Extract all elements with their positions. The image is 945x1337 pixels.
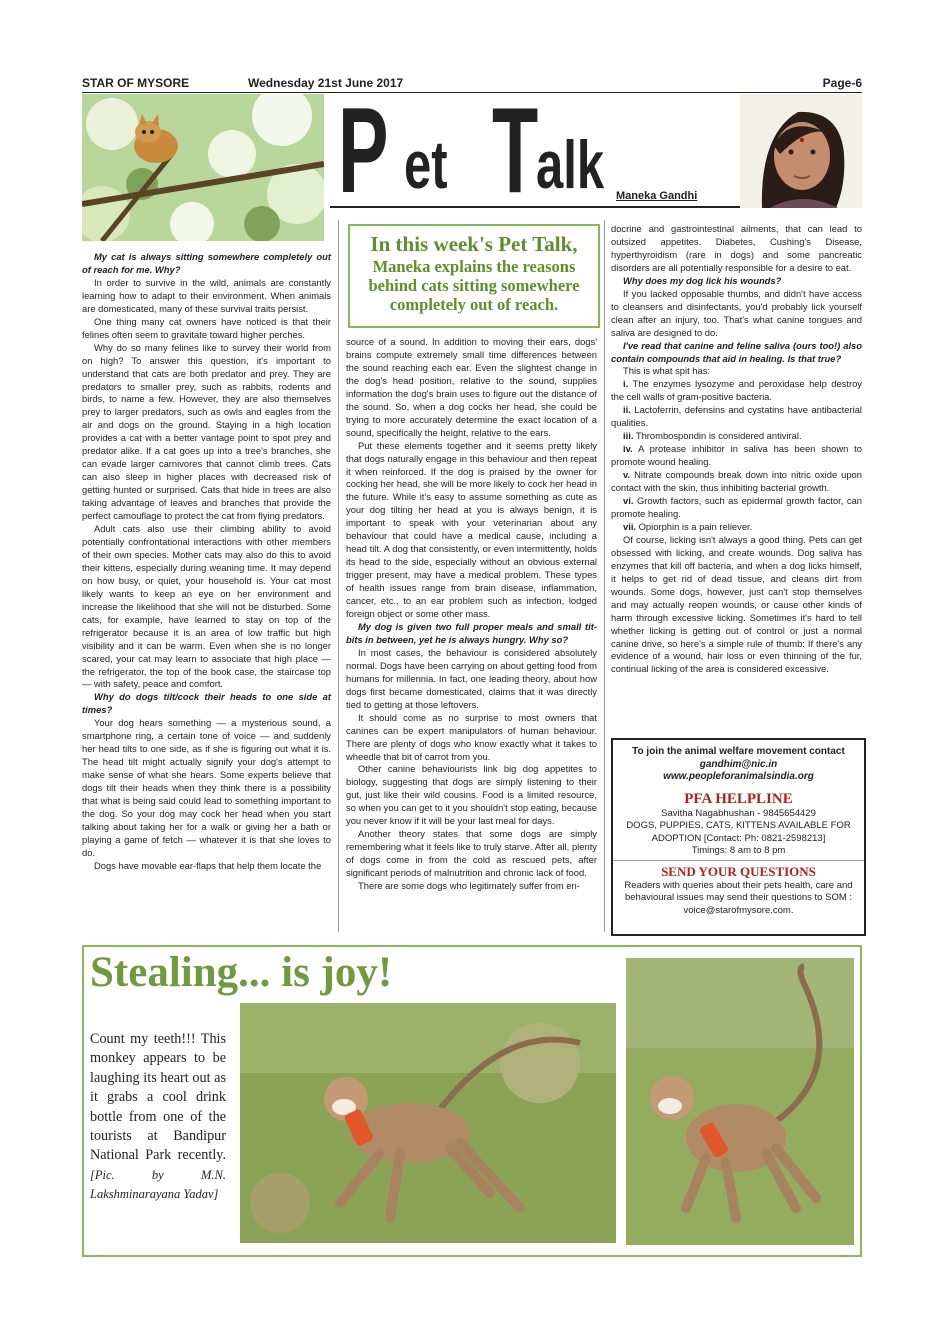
paragraph-text: There are some dogs who legitimately suffer from en- [358,880,580,892]
paragraph-text: In most cases, the behaviour is considered absolutely normal. Dogs have been carrying on about getting food from humans for millennia. In fact, one leading theory, about how dogs first became domesticated, claims that it was directly tied to getting at those leftovers. [346,646,597,710]
send-questions-text: Readers with queries about their pets health, care and behavioural issues may send their questions to SOM : voice@starofmysore.com. [624,879,853,916]
article-paragraph [82,316,331,342]
photo-credit: [Pic. by M.N. Lakshminarayana Yadav] [90,1167,226,1202]
page-header [82,76,862,93]
paragraph-text: source of a sound. In addition to moving their ears, dogs' brains compute extremely small time differences between the sound reaching each ear. Even the slightest change in the dog's head position, relative to the sound, supplies information the dog's brain uses to figure out the distance of the sound. So, when a dog cocks her head, she could be trying to more accurately determine the exact location of a sound, specifically the height, relative to the ears. [346,336,597,438]
question-paragraph [611,275,862,288]
article-paragraph [82,523,331,691]
paragraph-text: One thing many cat owners have noticed is that their felines often seem to gravitate toward higher perches. [82,315,331,340]
question-paragraph [82,691,331,717]
article-paragraph [611,430,862,443]
pull-quote-text: Maneka explains the reasons behind cats sitting somewhere completely out of reach. [368,257,580,314]
list-label: v. [623,469,631,481]
paragraph-text: Opiorphin is a pain reliever. [638,520,753,532]
article-paragraph [346,712,597,764]
paragraph-text: Other canine behaviourists link big dog appetites to biology, suggesting that dogs are simply listening to their gut, just like their wild cousins. Food is a limited resource, so when you can get to it you shouldn't stop eating, because you never know if it will be your last meal for days. [346,763,597,827]
pull-quote-heading: In this week's Pet Talk, [370,232,578,256]
adoption-text: DOGS, PUPPIES, CATS, KITTENS AVAILABLE FOR ADOPTION [Contact: Ph: 0821-2598213] [626,820,851,844]
paragraph-text: Adult cats also use their climbing ability to avoid potentially confrontational interactions with other members of their own species. Mother cats may also do this to avoid their kittens, especially during weaning time. It may depend on how busy, or quiet, your household is. Your cat most likely wants to keep an eye on her environment and increase the likelihood that she will not be disturbed. Some cats, for example, have learned to stay on top of the refrigerator because it is an area of low traffic but high visibility and it can be warm. Even when she is no longer scared, your cat may learn to associate that high place — the refrigerator, the top of the book case, the staircase top — with safety, peace and comfort. [82,523,331,690]
question-paragraph [82,251,331,277]
paragraph-text: My cat is always sitting somewhere completely out of reach for me. Why? [82,251,331,275]
question-paragraph [346,621,597,647]
paragraph-text: Put these elements together and it seems pretty likely that dogs naturally engage in this behaviour and then repeat it when reinforced. If the dog is praised by the owner for cocking her head, she will be more likely to cock her head in the future. While it's easy to assume something as cute as your dog tilting her head at you is always benign, it is important to speak with your veterinarian about any behaviour that could have a medical cause, including a head tilt. A dog that consistently, or even intermittently, holds its head to the side, especially without an obvious external trigger present, may have a medical problem. These types of health issues range from brain disease, inflammation, cancer, etc., to an ear problem such as infection, lodged foreign object or some other mass. [346,439,597,620]
monkey-photo-2 [626,958,854,1245]
article-paragraph [82,860,331,873]
article-paragraph [611,495,862,521]
article-paragraph [82,717,331,859]
list-label: iii. [623,430,634,442]
paragraph-text: Thrombospondin is considered antiviral. [635,430,802,442]
article-paragraph [346,880,597,893]
paragraph-text: If you lacked opposable thumbs, and didn't have access to cleansers and disinfectants, you'd probably lick yourself clean after an injury, too. That's what canine tongues and saliva are designed to do. [611,287,862,338]
pull-quote-box [348,224,600,328]
column-rule [338,220,339,932]
title-letter-p: P [338,82,386,218]
paragraph-text: Dogs have movable ear-flaps that help them locate the [94,859,322,871]
helpline-title: PFA HELPLINE [684,790,793,807]
paragraph-text: My dog is given two full proper meals and small tit-bits in between, yet he is always hungry. Why so? [346,620,597,645]
title-et: et [404,127,448,203]
list-label: ii. [623,404,631,416]
article-paragraph [611,534,862,676]
paragraph-text: Why does my dog lick his wounds? [623,274,782,286]
article-paragraph [611,521,862,534]
send-questions-title: SEND YOUR QUESTIONS [613,860,864,880]
timings-text: Timings: 8 am to 8 pm [691,845,786,856]
paragraph-text: This is what spit has: [623,365,711,377]
paragraph-text: Nitrate compounds break down into nitric oxide upon contact with the skin, thus inhibiting bacterial growth. [611,469,862,494]
article-paragraph [346,763,597,828]
monkey-photo-1 [240,1003,616,1243]
article-paragraph [611,223,862,275]
contact-email[interactable]: gandhim@nic.in [699,758,778,770]
author-portrait [740,94,862,208]
cat-in-tree-photo [82,94,324,241]
paper-name: STAR OF MYSORE [82,76,190,90]
feature-caption-block [90,1030,226,1205]
paragraph-text: Lactoferrin, defensins and cystatins have antibacterial qualities. [611,404,863,429]
list-label: iv. [623,443,633,455]
article-paragraph [346,336,597,440]
list-label: vii. [623,520,637,532]
article-paragraph [611,469,862,495]
paragraph-text: Another theory states that some dogs are simply remembering what it feels like to truly starve. After all, plenty of dogs come in from the cold as rescued pets, after significant periods of malnutrition and chronic lack of food. [346,828,597,879]
paragraph-text: Growth factors, such as epidermal growth factor, can promote healing. [611,495,862,519]
article-paragraph [82,342,331,523]
author-byline: Maneka Gandhi [616,190,698,202]
paragraph-text: In order to survive in the wild, animals are constantly learning how to adapt to their environment. When animals are domesticated, many of these survival traits persist. [82,276,331,314]
feature-caption: Count my teeth!!! This monkey appears to be laughing its heart out as it grabs a cool drink bottle from one of the tourists at Bandipur National Park recently. [90,1031,226,1164]
join-text: To join the animal welfare movement contact [632,746,845,757]
article-paragraph [611,378,862,404]
article-paragraph [82,277,331,316]
helpline-contact: Savitha Nagabhushan - 9845654429 [661,807,816,819]
article-column-2 [346,336,597,893]
issue-date: Wednesday 21st June 2017 [248,76,404,90]
website-link[interactable]: www.peopleforanimalsindia.org [663,771,814,782]
article-paragraph [611,404,862,430]
title-letter-t: T [492,82,539,218]
feature-title: Stealing... is joy! [90,949,393,996]
paragraph-text: Why do dogs tilt/cock their heads to one side at times? [82,691,331,716]
helpline-info-box [611,738,866,936]
question-paragraph [611,340,862,366]
article-paragraph [611,288,862,340]
list-label: vi. [623,495,634,507]
article-paragraph [346,828,597,880]
paragraph-text: I've read that canine and feline saliva (ours too!) also contain compounds that aid in healing. Is that true? [611,339,862,364]
paragraph-text: The enzymes lysozyme and peroxidase help destroy the cell walls of gram-positive bacteria. [611,378,862,403]
article-paragraph [611,443,862,469]
list-label: i. [623,378,629,390]
page-number: Page-6 [822,76,862,90]
article-paragraph [346,440,597,621]
paragraph-text: Why do so many felines like to survey their world from on high? To answer this question, it's important to understand that cats are both predator and prey. They are predators to smaller prey, such as rabbits, rodents and birds, to name a few. However, they are also themselves prey to larger predators, such as owls and eagles from the air and dogs on the ground. Staying in a high location provides a cat with a better vantage point to spot prey and predator alike. If a cat goes up into a tree's branches, she can evade larger carnivores that cannot climb trees. Cats can also sleep in higher places with decreased risk of getting hunted or surprised. Cats that hide in trees are also taking advantage of leaves and branches that provide the perfect camouflage to protect the cat from flying predators. [82,341,331,522]
paragraph-text: Of course, licking isn't always a good thing. Pets can get obsessed with licking, and create wounds. Dog saliva has enzymes that kill off bacteria, and when a dog licks himself, it helps to get rid of dead tissue, and cleans dirt from wounds. Some dogs, however, just can't stop themselves and may actually reopen wounds, or cause other kinds of harm through excessive licking. Sometimes it's hard to tell whether licking is getting out of control or just a normal canine drive, so here's a simple rule of thumb: If there's any evidence of a wound, hair loss or even thinning of the fur, continual licking of the area is considered excessive. [611,533,862,675]
column-rule [604,220,605,932]
paragraph-text: It should come as no surprise to most owners that canines can be expert manipulators of human behaviour. There are plenty of dogs who know exactly what it takes to wheedle that bit of carrot from you. [346,711,597,762]
article-paragraph [346,647,597,712]
paragraph-text: Your dog hears something — a mysterious sound, a smartphone ring, a certain tone of voice — and suddenly her head tilts to one side, as if she is figuring out what it is. The head tilt might actually signify your dog's attempt to make sense of what she hears. Some experts believe that dogs tilt their heads when they think there is a possibility that what is being said could lead to something important to the dog. So your dog may cock her head when you start talking about taking her for a walk or giving her a bath or playing a game of fetch — whatever it is that she loves to do. [82,717,331,858]
title-alk: alk [536,127,605,203]
article-column-3 [611,223,862,676]
article-paragraph [611,365,862,378]
paragraph-text: docrine and gastrointestinal ailments, that can lead to outsized appetites. Diabetes, Cushing's Disease, hyperthyroidism (rare in dogs) and some pancreatic disorders are all potentially responsible for a desire to eat. [611,223,862,273]
article-column-1 [82,251,331,873]
paragraph-text: A protease inhibitor in saliva has been shown to promote wound healing. [611,443,862,468]
